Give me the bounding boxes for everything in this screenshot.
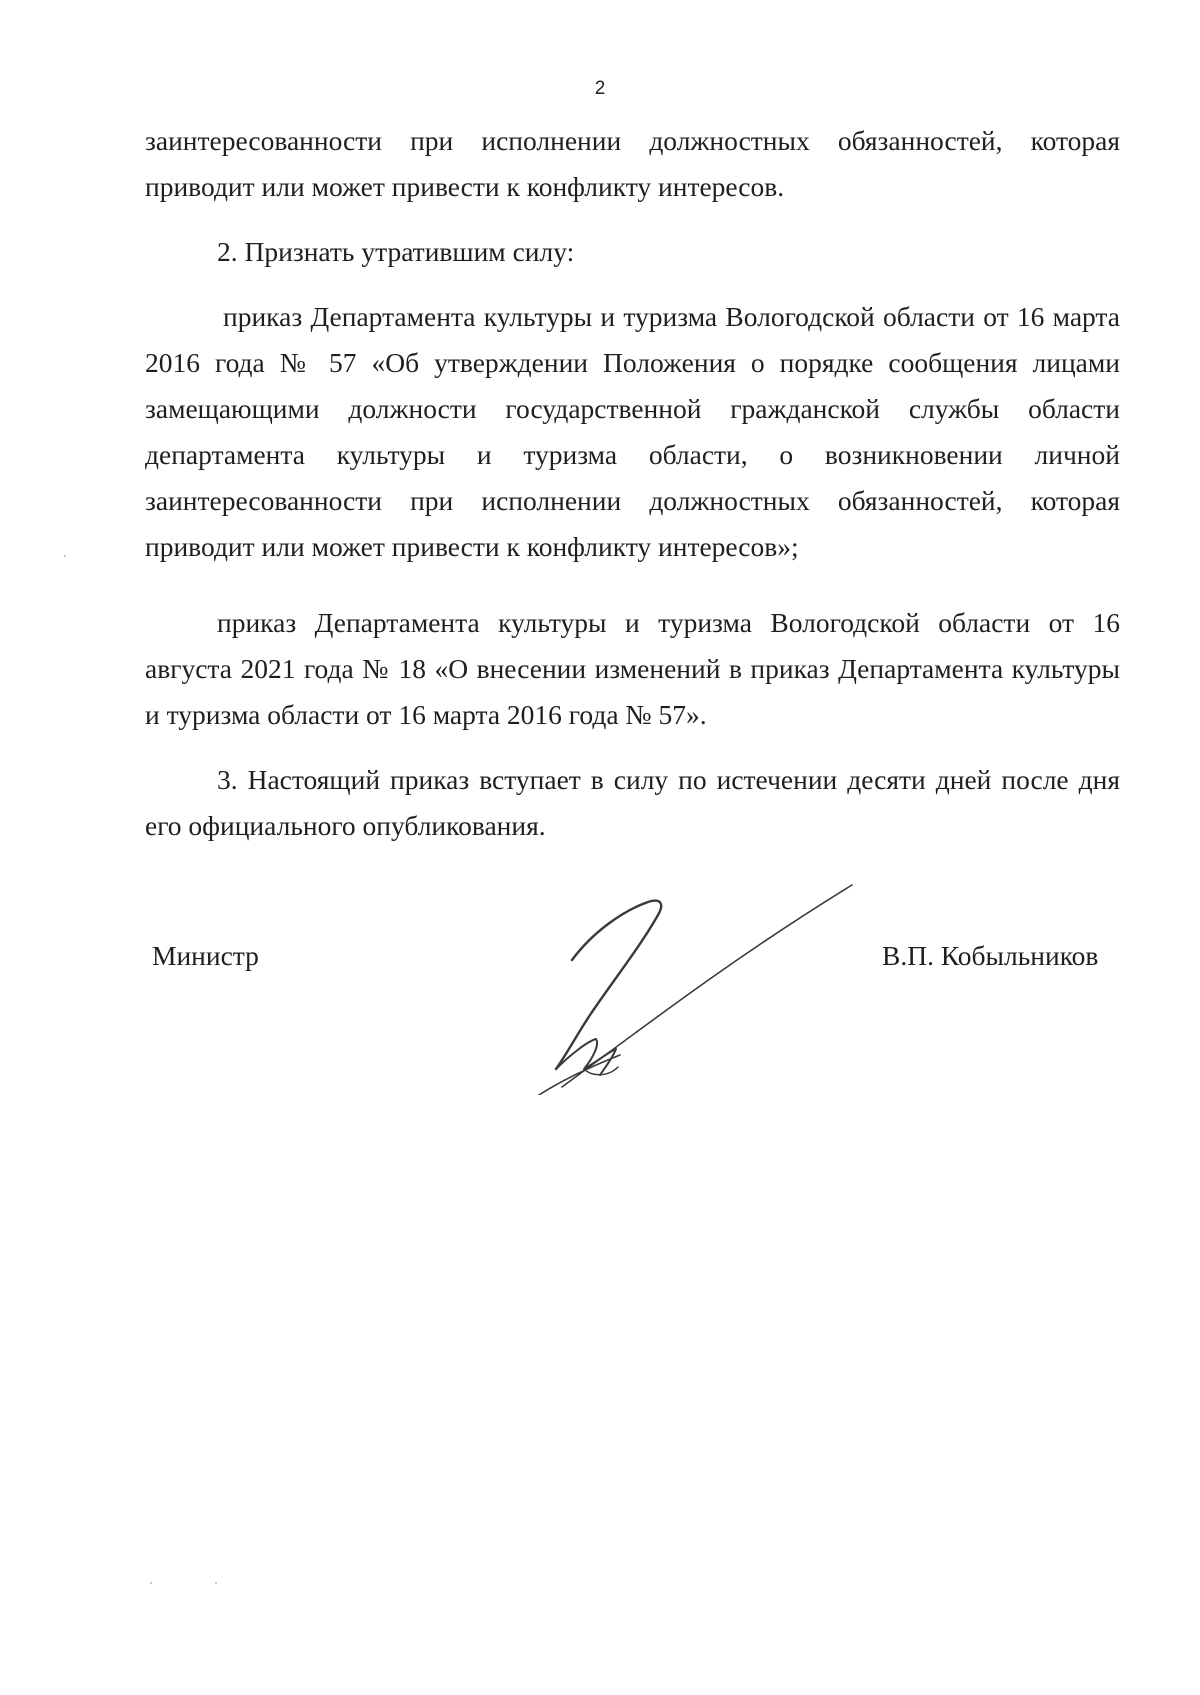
paragraph-item-2: 2. Признать утратившим силу:: [217, 236, 575, 267]
paragraph-order-2021: приказ Департамента культуры и туризма Вологодской области от 16 августа 2021 года № 18 «О внесении изменений в приказ Департамента культуры и туризма области от 16 марта 2016 года № 57».: [145, 607, 1120, 730]
paragraph-continuation: заинтересованности при исполнении должностных обязанностей, которая приводит или может привести к конфликту интересов.: [145, 125, 1120, 202]
handwritten-signature: [500, 855, 860, 1095]
signatory-title: Министр: [152, 940, 259, 971]
paragraph-item-3: 3. Настоящий приказ вступает в силу по истечении десяти дней после дня его официального опубликования.: [145, 764, 1120, 841]
paragraph-order-2016: приказ Департамента культуры и туризма Вологодской области от 16 марта 2016 года № 57 «Об утверждении Положения о порядке сообщения лицами замещающими должности государственной гражданской службы области департамента культуры и туризма области, о возникновении личной заинтересованности при исполнении должностных обязанностей, которая приводит или может привести к конфликту интересов»;: [145, 301, 1120, 562]
page-number: 2: [594, 78, 606, 99]
scan-artifact: [150, 1582, 152, 1584]
scan-artifact: [64, 555, 66, 557]
scan-artifact: [215, 1582, 217, 1584]
signatory-name: В.П. Кобыльников: [882, 940, 1099, 971]
